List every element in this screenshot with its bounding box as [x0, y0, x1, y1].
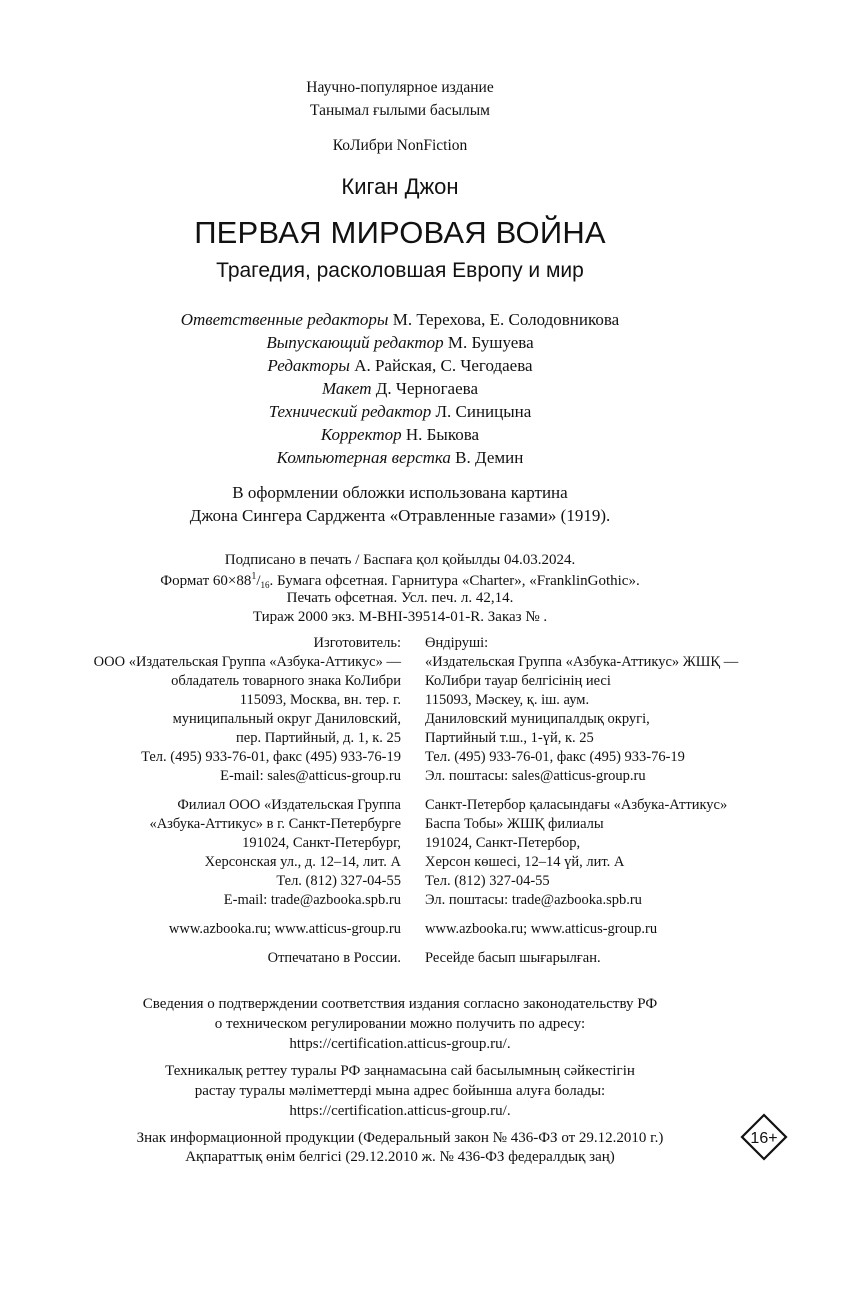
- credit-line: [0, 356, 800, 376]
- cover-note-line: Джона Сингера Сарджента «Отравленные газами» (1919).: [189, 506, 611, 525]
- credit-role: Макет: [321, 379, 372, 398]
- publisher-info-line: «Издательская Группа «Азбука-Аттикус» ЖШҚ —: [425, 654, 739, 670]
- publisher-info-line: обладатель товарного знака КоЛибри: [171, 673, 401, 689]
- publisher-info-ru: [1, 634, 401, 968]
- print-method: Печать офсетная. Усл. печ. л. 42,14.: [286, 590, 514, 606]
- credit-person: В. Демин: [455, 448, 524, 467]
- publisher-info-line: КоЛибри тауар белгісінің иесі: [425, 673, 611, 689]
- book-title: ПЕРВАЯ МИРОВАЯ ВОЙНА: [194, 215, 606, 250]
- credit-role: Выпускающий редактор: [266, 333, 444, 352]
- publisher-info-line: www.azbooka.ru; www.atticus-group.ru: [168, 921, 401, 937]
- publisher-info-line: Партийный т.ш., 1-үй, к. 25: [425, 730, 594, 746]
- series-name: КоЛибри NonFiction: [332, 137, 468, 154]
- credit-line: [0, 333, 800, 353]
- publisher-info-line: 115093, Мәскеу, қ. іш. аум.: [425, 692, 590, 708]
- certification-kz-link: https://certification.atticus-group.ru/.: [289, 1103, 511, 1119]
- certification-ru-line: Сведения о подтверждении соответствия издания согласно законодательству РФ: [142, 996, 658, 1012]
- certification-ru-line: о техническом регулировании можно получить по адресу:: [214, 1016, 586, 1032]
- author-name: Киган Джон: [341, 174, 459, 199]
- credit-role: Редакторы: [267, 356, 350, 375]
- info-mark-ru: Знак информационной продукции (Федеральный закон № 436-ФЗ от 29.12.2010 г.): [136, 1130, 664, 1146]
- publisher-info-line: Тел. (812) 327-04-55: [276, 873, 401, 889]
- credit-person: А. Райская, С. Чегодаева: [354, 356, 533, 375]
- print-signed: Подписано в печать / Баспаға қол қойылды 04.03.2024.: [224, 552, 576, 568]
- credit-role: Технический редактор: [268, 402, 432, 421]
- credit-person: Д. Черногаева: [375, 379, 478, 398]
- credit-role: Ответственные редакторы: [180, 310, 389, 329]
- certification-kz-line: Техникалық реттеу туралы РФ заңнамасына сай басылымның сәйкестігін: [165, 1063, 635, 1079]
- credit-line: [0, 425, 800, 445]
- publisher-info-line: 115093, Москва, вн. тер. г.: [239, 692, 401, 708]
- credit-role: Компьютерная верстка: [276, 448, 451, 467]
- publisher-info-line: Санкт-Петербор қаласындағы «Азбука-Аттикус»: [425, 797, 728, 813]
- credit-person: М. Терехова, Е. Солодовникова: [392, 310, 620, 329]
- publisher-info-line: ООО «Издательская Группа «Азбука-Аттикус» —: [93, 654, 401, 670]
- publisher-info-line: Изготовитель:: [313, 635, 401, 651]
- credit-line: [0, 402, 800, 422]
- column-gap: [1, 939, 401, 949]
- certification-ru-link: https://certification.atticus-group.ru/.: [289, 1036, 511, 1052]
- publisher-info-kz: [425, 634, 845, 968]
- credit-person: Л. Синицына: [435, 402, 532, 421]
- publisher-info-line: 191024, Санкт-Петербор,: [425, 835, 581, 851]
- publisher-info-line: муниципальный округ Даниловский,: [172, 711, 401, 727]
- publisher-info-line: «Азбука-Аттикус» в г. Санкт-Петербурге: [149, 816, 401, 832]
- credit-line: [0, 448, 800, 468]
- column-gap: [1, 786, 401, 796]
- credit-line: [0, 310, 800, 330]
- publisher-info-line: Ресейде басып шығарылған.: [425, 950, 601, 966]
- column-gap: [425, 939, 845, 949]
- publisher-info-line: Тел. (495) 933-76-01, факс (495) 933-76-19: [141, 749, 401, 765]
- publisher-info-line: Өндіруші:: [425, 635, 489, 651]
- column-gap: [425, 910, 845, 920]
- publisher-info-line: Филиал ООО «Издательская Группа: [177, 797, 401, 813]
- publisher-info-line: Эл. поштасы: trade@azbooka.spb.ru: [425, 892, 642, 908]
- publisher-info-line: Херсонская ул., д. 12–14, лит. А: [204, 854, 401, 870]
- publisher-info-line: пер. Партийный, д. 1, к. 25: [236, 730, 401, 746]
- publisher-info-line: Даниловский муниципалдық округі,: [425, 711, 650, 727]
- publisher-info-line: 191024, Санкт-Петербург,: [242, 835, 401, 851]
- print-format: Формат $60\times 88^1/_{16}$. Бумага офсетная. Гарнитура «Charter», «FranklinGothic».: [160, 571, 640, 590]
- age-rating-icon: [740, 1113, 788, 1161]
- column-gap: [425, 786, 845, 796]
- age-rating-label: 16+: [750, 1130, 778, 1147]
- column-gap: [1, 910, 401, 920]
- certification-kz-line: растау туралы мәліметтерді мына адрес бойынша алуға болады:: [194, 1083, 606, 1099]
- publisher-info-line: Баспа Тобы» ЖШҚ филиалы: [425, 816, 604, 832]
- credit-role: Корректор: [320, 425, 402, 444]
- genre-ru: Научно-популярное издание: [306, 79, 494, 96]
- book-subtitle: Трагедия, расколовшая Европу и мир: [216, 259, 584, 282]
- publisher-info-line: E-mail: sales@atticus-group.ru: [220, 768, 401, 784]
- publisher-info-line: Эл. поштасы: sales@atticus-group.ru: [425, 768, 646, 784]
- genre-kz: Танымал ғылыми басылым: [310, 102, 490, 119]
- print-run: Тираж 2000 экз. M-BHI-39514-01-R. Заказ № .: [252, 609, 548, 625]
- credit-person: М. Бушуева: [447, 333, 534, 352]
- credit-line: [0, 379, 800, 399]
- publisher-info-line: Тел. (812) 327-04-55: [425, 873, 550, 889]
- publisher-info-line: Херсон көшесі, 12–14 үй, лит. А: [425, 854, 625, 870]
- publisher-info-line: www.azbooka.ru; www.atticus-group.ru: [425, 921, 658, 937]
- cover-note-line: В оформлении обложки использована картина: [232, 483, 568, 502]
- publisher-info-line: Отпечатано в России.: [267, 950, 401, 966]
- publisher-info-line: Тел. (495) 933-76-01, факс (495) 933-76-19: [425, 749, 685, 765]
- info-mark-kz: Ақпараттық өнім белгісі (29.12.2010 ж. № 436-ФЗ федералдық заң): [185, 1149, 615, 1165]
- publisher-info-line: E-mail: trade@azbooka.spb.ru: [223, 892, 401, 908]
- credit-person: Н. Быкова: [405, 425, 480, 444]
